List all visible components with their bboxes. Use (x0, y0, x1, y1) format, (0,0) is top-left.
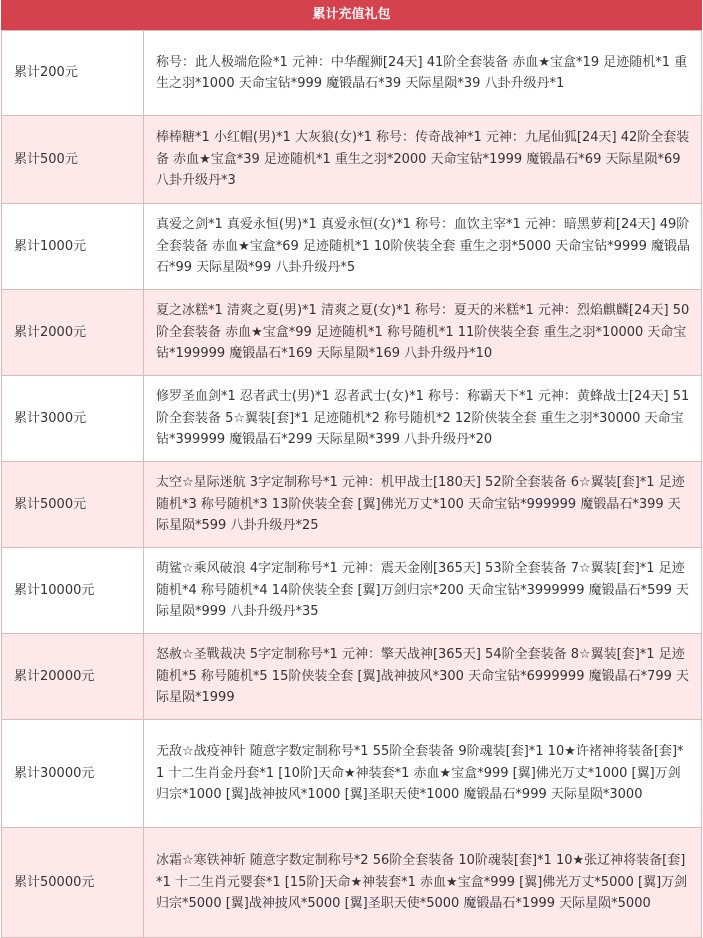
tier-rewards: 棒棒糖*1 小红帽(男)*1 大灰狼(女)*1 称号：传奇战神*1 元神：九尾仙狐[24天] 42阶全套装备 赤血★宝盒*39 足迹随机*1 重生之羽*2000 天命宝钻*1999 魔锻晶石*69 天际星陨*69 八卦升级丹*3 (144, 116, 702, 204)
tier-rewards: 修罗圣血剑*1 忍者武士(男)*1 忍者武士(女)*1 称号：称霸天下*1 元神：黄蜂战士[24天] 51阶全套装备 5☆翼装[套]*1 足迹随机*2 称号随机*2 12阶侠装全套 重生之羽*30000 天命宝钻*399999 魔锻晶石*299 天际星陨*399 八卦升级丹*20 (144, 376, 702, 462)
gift-table (1, 30, 702, 938)
table-row (2, 204, 702, 290)
table-row (2, 31, 702, 116)
tier-level: 累计50000元 (2, 828, 144, 938)
table-row (2, 376, 702, 462)
tier-rewards: 怒赦☆圣戰裁决 5字定制称号*1 元神：擎天战神[365天] 54阶全套装备 8☆翼装[套]*1 足迹随机*5 称号随机*5 15阶侠装全套 [翼]战神披风*300 天命宝钻*6999999 魔锻晶石*799 天际星陨*1999 (144, 634, 702, 720)
tier-level: 累计1000元 (2, 204, 144, 290)
table-row (2, 634, 702, 720)
tier-rewards: 称号：此人极端危险*1 元神：中华醒狮[24天] 41阶全套装备 赤血★宝盒*19 足迹随机*1 重生之羽*1000 天命宝钻*999 魔锻晶石*39 天际星陨*39 八卦升级丹*1 (144, 31, 702, 116)
table-row (2, 290, 702, 376)
table-row (2, 116, 702, 204)
table-row (2, 828, 702, 938)
tier-level: 累计2000元 (2, 290, 144, 376)
table-title: 累计充值礼包 (1, 0, 702, 30)
tier-rewards: 冰霜☆寒铁神斩 随意字数定制称号*2 56阶全套装备 10阶魂装[套]*1 10★张辽神将装备[套]*1 十二生肖元婴套*1 [15阶]天命★神装套*1 赤血★宝盒*999 [翼]佛光万丈*5000 [翼]万剑归宗*5000 [翼]战神披风*5000 [翼]圣职天使*5000 魔锻晶石*1999 天际星陨*5000 (144, 828, 702, 938)
tier-rewards: 太空☆星际迷航 3字定制称号*1 元神：机甲战士[180天] 52阶全套装备 6☆翼装[套]*1 足迹随机*3 称号随机*3 13阶侠装全套 [翼]佛光万丈*100 天命宝钻*999999 魔锻晶石*399 天际星陨*599 八卦升级丹*25 (144, 462, 702, 548)
tier-level: 累计200元 (2, 31, 144, 116)
tier-level: 累计500元 (2, 116, 144, 204)
recharge-gift-table-container (1, 0, 702, 938)
table-row (2, 548, 702, 634)
tier-rewards: 夏之冰糕*1 清爽之夏(男)*1 清爽之夏(女)*1 称号：夏天的米糕*1 元神：烈焰麒麟[24天] 50阶全套装备 赤血★宝盒*99 足迹随机*1 称号随机*1 11阶侠装全套 重生之羽*10000 天命宝钻*199999 魔锻晶石*169 天际星陨*169 八卦升级丹*10 (144, 290, 702, 376)
table-row (2, 720, 702, 828)
table-row (2, 462, 702, 548)
tier-level: 累计30000元 (2, 720, 144, 828)
tier-level: 累计10000元 (2, 548, 144, 634)
tier-rewards: 真爱之剑*1 真爱永恒(男)*1 真爱永恒(女)*1 称号：血饮主宰*1 元神：暗黑萝莉[24天] 49阶全套装备 赤血★宝盒*69 足迹随机*1 10阶侠装全套 重生之羽*5000 天命宝钻*9999 魔锻晶石*99 天际星陨*99 八卦升级丹*5 (144, 204, 702, 290)
tier-level: 累计3000元 (2, 376, 144, 462)
tier-rewards: 无敌☆战疫神针 随意字数定制称号*1 55阶全套装备 9阶魂装[套]*1 10★许褚神将装备[套]*1 十二生肖金丹套*1 [10阶]天命★神装套*1 赤血★宝盒*999 [翼]佛光万丈*1000 [翼]万剑归宗*1000 [翼]战神披风*1000 [翼]圣职天使*1000 魔锻晶石*999 天际星陨*3000 (144, 720, 702, 828)
tier-level: 累计5000元 (2, 462, 144, 548)
tier-level: 累计20000元 (2, 634, 144, 720)
tier-rewards: 萌鲨☆乘风破浪 4字定制称号*1 元神：震天金刚[365天] 53阶全套装备 7☆翼装[套]*1 足迹随机*4 称号随机*4 14阶侠装全套 [翼]万剑归宗*200 天命宝钻*3999999 魔锻晶石*599 天际星陨*999 八卦升级丹*35 (144, 548, 702, 634)
